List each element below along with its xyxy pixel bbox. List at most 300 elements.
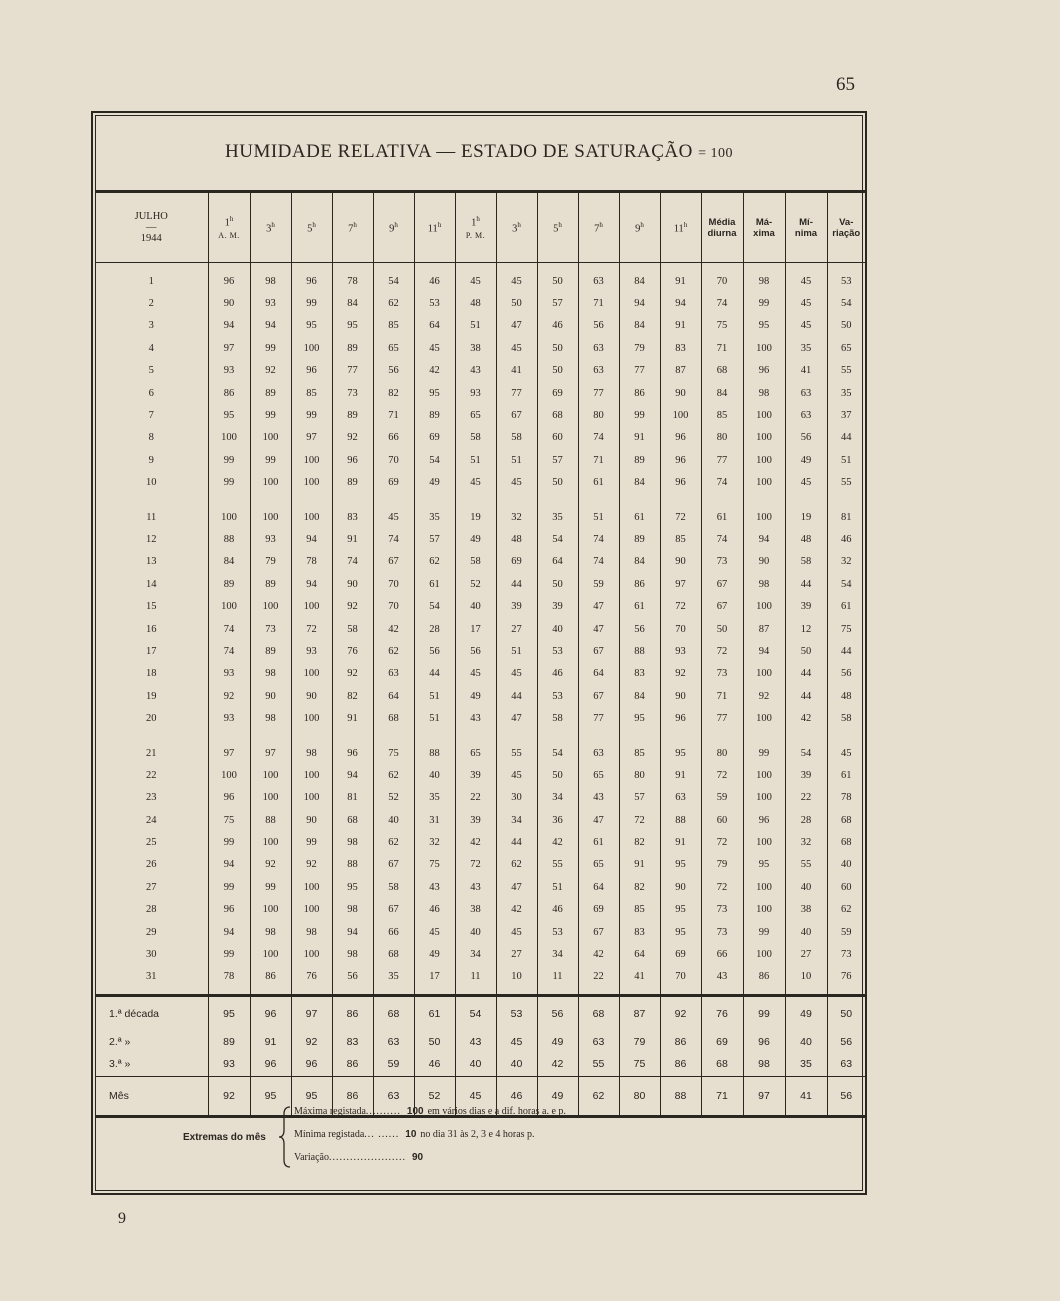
header-hour-1 xyxy=(208,192,250,263)
value-cell: 60 xyxy=(701,809,743,831)
summary-value: 56 xyxy=(827,1031,865,1052)
value-cell: 72 xyxy=(455,854,496,876)
spacer-cell xyxy=(496,494,537,506)
value-cell: 84 xyxy=(332,292,373,314)
value-cell: 73 xyxy=(701,663,743,685)
value-cell: 100 xyxy=(291,876,332,898)
value-cell: 51 xyxy=(496,449,537,471)
spacer-cell xyxy=(785,494,827,506)
value-cell: 74 xyxy=(578,551,619,573)
day-cell: 28 xyxy=(146,904,157,916)
value-cell: 100 xyxy=(743,663,785,685)
value-cell: 54 xyxy=(373,270,414,292)
value-cell: 72 xyxy=(660,595,701,617)
value-cell: 35 xyxy=(373,966,414,988)
summary-value: 92 xyxy=(208,1077,250,1117)
summary-value: 92 xyxy=(291,1031,332,1052)
summary-value: 99 xyxy=(743,996,785,1032)
day-cell: 29 xyxy=(146,926,157,938)
spacer-cell xyxy=(785,263,827,271)
value-cell: 82 xyxy=(619,831,660,853)
table-row xyxy=(95,787,865,809)
spacer-cell xyxy=(743,263,785,271)
value-cell: 77 xyxy=(701,707,743,729)
header-variacao-line1: Va- xyxy=(839,216,854,228)
value-cell: 89 xyxy=(250,640,291,662)
summary-value: 35 xyxy=(785,1052,827,1077)
value-cell: 84 xyxy=(619,270,660,292)
value-cell: 80 xyxy=(701,427,743,449)
value-cell: 83 xyxy=(332,506,373,528)
value-cell: 53 xyxy=(414,292,455,314)
value-cell: 92 xyxy=(332,663,373,685)
value-cell: 49 xyxy=(414,943,455,965)
value-cell: 65 xyxy=(827,337,865,359)
header-hour-5 xyxy=(373,192,414,263)
value-cell: 100 xyxy=(291,787,332,809)
value-cell: 43 xyxy=(455,876,496,898)
value-cell: 66 xyxy=(373,921,414,943)
value-cell: 44 xyxy=(827,640,865,662)
value-cell: 69 xyxy=(496,551,537,573)
value-cell: 31 xyxy=(414,809,455,831)
value-cell: 49 xyxy=(785,449,827,471)
value-cell: 69 xyxy=(537,382,578,404)
value-cell: 61 xyxy=(827,595,865,617)
value-cell: 100 xyxy=(743,449,785,471)
summary-value: 92 xyxy=(660,996,701,1032)
spacer-cell xyxy=(827,730,865,742)
value-cell: 28 xyxy=(414,618,455,640)
day-cell: 8 xyxy=(148,432,154,444)
value-cell: 98 xyxy=(332,899,373,921)
summary-value: 95 xyxy=(291,1077,332,1117)
value-cell: 58 xyxy=(785,551,827,573)
header-hour-8 xyxy=(496,192,537,263)
header-hour-6 xyxy=(414,192,455,263)
value-cell: 44 xyxy=(785,663,827,685)
value-cell: 40 xyxy=(373,809,414,831)
value-cell: 75 xyxy=(701,315,743,337)
value-cell: 55 xyxy=(537,854,578,876)
value-cell: 100 xyxy=(250,764,291,786)
value-cell: 35 xyxy=(827,382,865,404)
value-cell: 41 xyxy=(785,360,827,382)
value-cell: 42 xyxy=(414,360,455,382)
value-cell: 43 xyxy=(414,876,455,898)
value-cell: 92 xyxy=(743,685,785,707)
summary-value: 96 xyxy=(250,1052,291,1077)
value-cell: 40 xyxy=(785,921,827,943)
value-cell: 72 xyxy=(701,876,743,898)
summary-value: 45 xyxy=(455,1077,496,1117)
extremes-label: Extremas do mês xyxy=(183,1132,266,1143)
value-cell: 78 xyxy=(827,787,865,809)
value-cell: 84 xyxy=(619,551,660,573)
value-cell: 59 xyxy=(578,573,619,595)
ext-min-label: Mínima registada xyxy=(294,1129,365,1140)
value-cell: 67 xyxy=(373,899,414,921)
ext-min-dots: ... ...... xyxy=(364,1129,400,1140)
summary-value: 59 xyxy=(373,1052,414,1077)
value-cell: 91 xyxy=(619,427,660,449)
value-cell: 99 xyxy=(291,292,332,314)
value-cell: 65 xyxy=(455,742,496,764)
value-cell: 96 xyxy=(660,449,701,471)
summary-label: Mês xyxy=(95,1077,208,1117)
summary-value: 68 xyxy=(578,996,619,1032)
value-cell: 90 xyxy=(660,382,701,404)
value-cell: 85 xyxy=(660,528,701,550)
value-cell: 99 xyxy=(250,449,291,471)
table-row xyxy=(95,742,865,764)
value-cell: 70 xyxy=(373,449,414,471)
value-cell: 43 xyxy=(455,707,496,729)
value-cell: 34 xyxy=(455,943,496,965)
value-cell: 95 xyxy=(743,854,785,876)
spacer-cell xyxy=(373,988,414,996)
value-cell: 51 xyxy=(414,685,455,707)
value-cell: 67 xyxy=(701,595,743,617)
spacer-cell xyxy=(785,988,827,996)
value-cell: 98 xyxy=(743,382,785,404)
summary-value: 87 xyxy=(619,996,660,1032)
extremes-min-line xyxy=(294,1129,535,1140)
day-cell: 22 xyxy=(146,769,157,781)
value-cell: 71 xyxy=(701,337,743,359)
value-cell: 69 xyxy=(414,427,455,449)
value-cell: 22 xyxy=(785,787,827,809)
value-cell: 53 xyxy=(537,640,578,662)
value-cell: 96 xyxy=(660,707,701,729)
value-cell: 86 xyxy=(250,966,291,988)
value-cell: 80 xyxy=(578,404,619,426)
day-cell: 1 xyxy=(148,275,154,287)
value-cell: 91 xyxy=(332,528,373,550)
summary-value: 54 xyxy=(455,996,496,1032)
table-row xyxy=(95,528,865,550)
value-cell: 75 xyxy=(208,809,250,831)
spacer-cell xyxy=(332,494,373,506)
summary-value: 63 xyxy=(373,1077,414,1117)
value-cell: 65 xyxy=(578,764,619,786)
ext-max-dots: .......... xyxy=(365,1106,401,1117)
table-row xyxy=(95,966,865,988)
spacer-cell xyxy=(827,263,865,271)
value-cell: 40 xyxy=(537,618,578,640)
value-cell: 45 xyxy=(455,472,496,494)
header-hour-num: 1 xyxy=(471,217,477,229)
table-row xyxy=(95,427,865,449)
table-row xyxy=(95,707,865,729)
value-cell: 32 xyxy=(414,831,455,853)
value-cell: 90 xyxy=(660,551,701,573)
summary-label: 1.ª década xyxy=(95,996,208,1032)
value-cell: 46 xyxy=(537,663,578,685)
value-cell: 58 xyxy=(455,427,496,449)
value-cell: 95 xyxy=(619,707,660,729)
value-cell: 73 xyxy=(701,551,743,573)
summary-value: 97 xyxy=(291,996,332,1032)
day-cell: 21 xyxy=(146,747,157,759)
value-cell: 45 xyxy=(785,472,827,494)
spacer-cell xyxy=(95,730,208,742)
spacer-cell xyxy=(743,988,785,996)
value-cell: 62 xyxy=(373,831,414,853)
table-row xyxy=(95,449,865,471)
spacer-cell xyxy=(455,263,496,271)
spacer-cell xyxy=(373,730,414,742)
value-cell: 19 xyxy=(455,506,496,528)
value-cell: 44 xyxy=(785,685,827,707)
summary-value: 40 xyxy=(455,1052,496,1077)
summary-value: 91 xyxy=(250,1031,291,1052)
value-cell: 73 xyxy=(701,899,743,921)
value-cell: 83 xyxy=(619,663,660,685)
value-cell: 62 xyxy=(373,764,414,786)
value-cell: 56 xyxy=(827,663,865,685)
value-cell: 98 xyxy=(332,943,373,965)
decade-summary-row xyxy=(95,1031,865,1052)
value-cell: 93 xyxy=(208,360,250,382)
value-cell: 88 xyxy=(660,809,701,831)
value-cell: 90 xyxy=(250,685,291,707)
value-cell: 89 xyxy=(332,472,373,494)
value-cell: 27 xyxy=(496,618,537,640)
header-hour-suffix: h xyxy=(312,221,316,230)
summary-value: 53 xyxy=(496,996,537,1032)
value-cell: 70 xyxy=(373,595,414,617)
day-cell: 11 xyxy=(146,511,157,523)
value-cell: 47 xyxy=(578,618,619,640)
value-cell: 96 xyxy=(291,270,332,292)
value-cell: 42 xyxy=(455,831,496,853)
spacer-cell xyxy=(660,730,701,742)
value-cell: 94 xyxy=(250,315,291,337)
value-cell: 100 xyxy=(743,899,785,921)
table-row xyxy=(95,360,865,382)
header-year: 1944 xyxy=(140,232,162,244)
extremes-var-line xyxy=(294,1152,427,1163)
value-cell: 89 xyxy=(332,337,373,359)
value-cell: 92 xyxy=(250,854,291,876)
value-cell: 32 xyxy=(827,551,865,573)
table-row xyxy=(95,854,865,876)
value-cell: 53 xyxy=(537,921,578,943)
value-cell: 88 xyxy=(208,528,250,550)
value-cell: 17 xyxy=(414,966,455,988)
summary-value: 76 xyxy=(701,996,743,1032)
value-cell: 84 xyxy=(701,382,743,404)
value-cell: 71 xyxy=(578,449,619,471)
value-cell: 68 xyxy=(373,707,414,729)
value-cell: 95 xyxy=(291,315,332,337)
value-cell: 53 xyxy=(827,270,865,292)
summary-value: 49 xyxy=(537,1077,578,1117)
value-cell: 94 xyxy=(743,528,785,550)
spacer-cell xyxy=(250,988,291,996)
value-cell: 96 xyxy=(208,899,250,921)
value-cell: 63 xyxy=(785,404,827,426)
day-cell: 25 xyxy=(146,837,157,849)
value-cell: 51 xyxy=(455,315,496,337)
value-cell: 100 xyxy=(743,506,785,528)
value-cell: 38 xyxy=(785,899,827,921)
spacer-cell xyxy=(743,730,785,742)
value-cell: 35 xyxy=(785,337,827,359)
summary-value: 96 xyxy=(250,996,291,1032)
value-cell: 94 xyxy=(208,921,250,943)
header-hour-num: 1 xyxy=(224,217,230,229)
header-hour-suffix: h xyxy=(599,221,603,230)
value-cell: 60 xyxy=(827,876,865,898)
value-cell: 42 xyxy=(496,899,537,921)
table-row xyxy=(95,809,865,831)
header-hour-suffix: h xyxy=(558,221,562,230)
value-cell: 93 xyxy=(291,640,332,662)
value-cell: 90 xyxy=(660,685,701,707)
header-dash: — xyxy=(146,221,157,233)
value-cell: 96 xyxy=(743,360,785,382)
spacer-cell xyxy=(250,263,291,271)
value-cell: 98 xyxy=(250,707,291,729)
value-cell: 99 xyxy=(291,404,332,426)
value-cell: 39 xyxy=(785,595,827,617)
value-cell: 44 xyxy=(496,831,537,853)
day-cell: 9 xyxy=(148,454,154,466)
value-cell: 84 xyxy=(619,472,660,494)
header-hour-suffix: h xyxy=(683,221,688,230)
day-cell: 16 xyxy=(146,623,157,635)
value-cell: 51 xyxy=(414,707,455,729)
spacer-cell xyxy=(701,730,743,742)
header-hour-12 xyxy=(660,192,701,263)
value-cell: 59 xyxy=(701,787,743,809)
summary-value: 49 xyxy=(537,1031,578,1052)
spacer-top xyxy=(95,263,865,271)
value-cell: 89 xyxy=(414,404,455,426)
value-cell: 98 xyxy=(250,270,291,292)
day-cell: 10 xyxy=(146,477,157,489)
value-cell: 67 xyxy=(701,573,743,595)
value-cell: 71 xyxy=(578,292,619,314)
value-cell: 77 xyxy=(701,449,743,471)
table-row xyxy=(95,404,865,426)
value-cell: 63 xyxy=(578,337,619,359)
value-cell: 99 xyxy=(291,831,332,853)
summary-value: 95 xyxy=(208,996,250,1032)
value-cell: 100 xyxy=(743,764,785,786)
value-cell: 22 xyxy=(578,966,619,988)
header-month xyxy=(95,192,208,263)
value-cell: 100 xyxy=(743,472,785,494)
value-cell: 74 xyxy=(578,528,619,550)
value-cell: 55 xyxy=(827,360,865,382)
value-cell: 92 xyxy=(332,595,373,617)
spacer-cell xyxy=(332,263,373,271)
header-hour-2 xyxy=(250,192,291,263)
header-minima-line2: nima xyxy=(794,227,818,239)
value-cell: 57 xyxy=(414,528,455,550)
value-cell: 75 xyxy=(414,854,455,876)
value-cell: 68 xyxy=(373,943,414,965)
value-cell: 12 xyxy=(785,618,827,640)
spacer-cell xyxy=(619,494,660,506)
value-cell: 50 xyxy=(496,292,537,314)
value-cell: 50 xyxy=(537,573,578,595)
header-hour-num: 11 xyxy=(673,223,684,235)
value-cell: 50 xyxy=(537,764,578,786)
value-cell: 94 xyxy=(332,921,373,943)
value-cell: 95 xyxy=(660,854,701,876)
value-cell: 70 xyxy=(701,270,743,292)
spacer-cell xyxy=(208,263,250,271)
value-cell: 95 xyxy=(743,315,785,337)
ext-var-label: Variação xyxy=(294,1152,329,1163)
spacer-cell xyxy=(660,494,701,506)
value-cell: 45 xyxy=(455,663,496,685)
spacer-cell xyxy=(785,730,827,742)
day-cell: 19 xyxy=(146,690,157,702)
summary-value: 96 xyxy=(291,1052,332,1077)
header-maxima-line1: Má- xyxy=(755,216,773,228)
header-hour-num: 3 xyxy=(512,223,518,235)
ext-min-value: 10 xyxy=(405,1129,417,1140)
table-row xyxy=(95,831,865,853)
extremes-section xyxy=(95,1104,863,1168)
title-text: HUMIDADE RELATIVA — ESTADO DE SATURAÇÃO xyxy=(225,141,693,162)
day-cell: 4 xyxy=(148,342,154,354)
summary-label: 3.ª » xyxy=(109,1058,131,1071)
header-hour-num: 7 xyxy=(594,223,600,235)
summary-value: 79 xyxy=(619,1031,660,1052)
value-cell: 58 xyxy=(827,707,865,729)
value-cell: 68 xyxy=(537,404,578,426)
value-cell: 64 xyxy=(578,663,619,685)
value-cell: 48 xyxy=(455,292,496,314)
value-cell: 69 xyxy=(373,472,414,494)
value-cell: 56 xyxy=(578,315,619,337)
summary-value: 52 xyxy=(414,1077,455,1117)
header-hour-suffix: h xyxy=(229,215,234,224)
header-hour-4 xyxy=(332,192,373,263)
header-hour-9 xyxy=(537,192,578,263)
day-cell: 6 xyxy=(148,387,154,399)
header-hour-num: 3 xyxy=(266,223,272,235)
value-cell: 96 xyxy=(208,270,250,292)
spacer-cell xyxy=(95,494,208,506)
value-cell: 74 xyxy=(332,551,373,573)
summary-value: 86 xyxy=(332,996,373,1032)
value-cell: 100 xyxy=(208,595,250,617)
spacer-cell xyxy=(332,730,373,742)
summary-value: 55 xyxy=(578,1052,619,1077)
spacer-cell xyxy=(250,730,291,742)
day-cell: 5 xyxy=(148,365,154,377)
table-row xyxy=(95,685,865,707)
table-row xyxy=(95,292,865,314)
value-cell: 34 xyxy=(496,809,537,831)
day-cell: 30 xyxy=(146,949,157,961)
header-variacao xyxy=(827,192,865,263)
spacer-cell xyxy=(496,988,537,996)
value-cell: 58 xyxy=(496,427,537,449)
value-cell: 45 xyxy=(496,764,537,786)
spacer-cell xyxy=(619,730,660,742)
header-hour-3 xyxy=(291,192,332,263)
value-cell: 22 xyxy=(455,787,496,809)
value-cell: 100 xyxy=(743,943,785,965)
